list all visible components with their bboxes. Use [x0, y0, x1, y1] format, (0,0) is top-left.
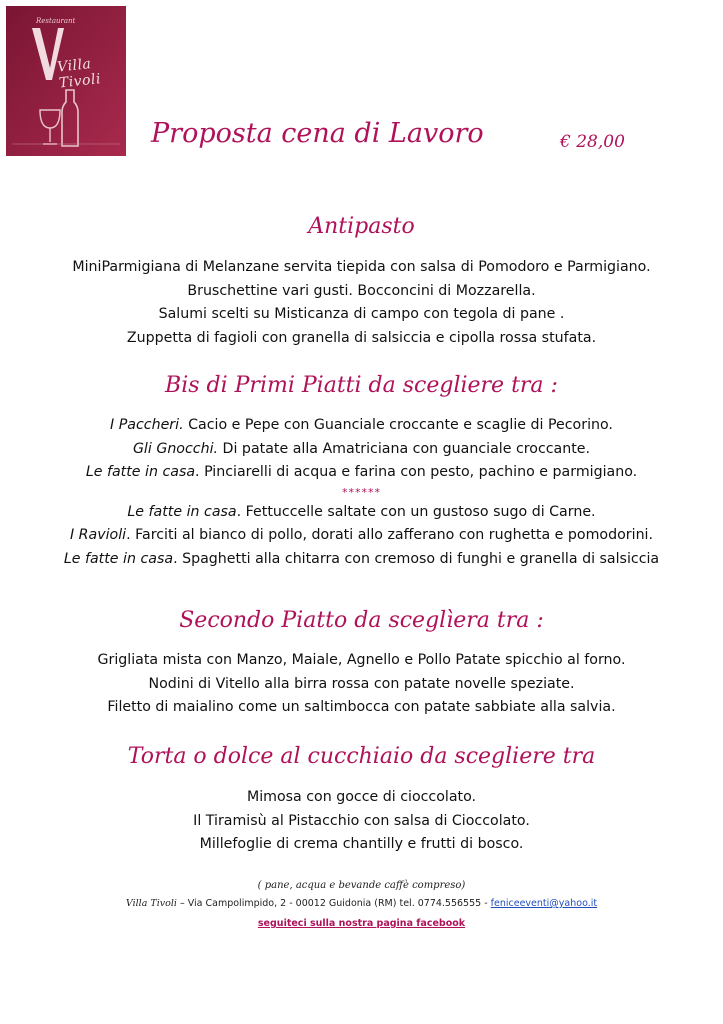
facebook-link[interactable]: seguiteci sulla nostra pagina facebook: [257, 918, 466, 929]
primi-heading: Bis di Primi Piatti da scegliere tra :: [165, 373, 558, 398]
email-link[interactable]: feniceeventi@yahoo.it: [490, 898, 598, 909]
footer-address: [0, 898, 723, 909]
antipasto-heading: Antipasto: [308, 214, 415, 239]
primi-item: [0, 438, 723, 462]
primi-separator: ******: [342, 485, 381, 499]
primi-item-name: Le fatte in casa: [85, 464, 196, 480]
primi-item-name: I Paccheri.: [110, 417, 184, 433]
primi-item-desc: . Pinciarelli di acqua e farina con pesto, pachino e parmigiano.: [195, 464, 638, 480]
logo-name: Villa Tivoli: [56, 56, 102, 92]
footer-note: ( pane, acqua e bevande caffè compreso): [257, 880, 466, 891]
primi-item-name: I Ravioli: [69, 527, 127, 543]
primi-item-name: Le fatte in casa: [63, 550, 174, 567]
secondo-list: [0, 649, 723, 720]
primi-item-desc: Di patate alla Amatriciana con guanciale croccante.: [218, 440, 591, 457]
dolce-item: Mimosa con gocce di cioccolato.: [246, 789, 477, 805]
primi-item: [0, 524, 723, 548]
primi-item: [0, 414, 723, 438]
footer-venue: Villa Tivoli: [125, 898, 177, 909]
secondo-heading: Secondo Piatto da sceglìera tra :: [179, 608, 544, 633]
antipasto-item: Salumi scelti su Misticanza di campo con tegola di pane .: [158, 306, 565, 322]
primi-item-name: Gli Gnocchi.: [132, 440, 219, 457]
secondo-item: Filetto di maialino come un saltimbocca con patate sabbiate alla salvia.: [107, 699, 616, 715]
primi-item: [0, 501, 723, 525]
primi-item: [0, 548, 723, 572]
primi-item-desc: . Spaghetti alla chitarra con cremoso di funghi e granella di salsiccia: [173, 550, 660, 567]
primi-list: [0, 414, 723, 571]
dolce-list: [0, 786, 723, 857]
secondo-item: Grigliata mista con Manzo, Maiale, Agnello e Pollo Patate spicchio al forno.: [97, 652, 626, 668]
primi-item-desc: . Fettuccelle saltate con un gustoso sugo di Carne.: [236, 503, 596, 520]
dolce-heading: Torta o dolce al cucchiaio da scegliere tra: [127, 744, 596, 769]
primi-item: [0, 461, 723, 485]
dolce-item: Millefoglie di crema chantilly e frutti di bosco.: [199, 836, 524, 852]
antipasto-item: Zuppetta di fagioli con granella di salsiccia e cipolla rossa stufata.: [126, 329, 597, 346]
footer-address-text: – Via Campolimpido, 2 - 00012 Guidonia (RM) tel. 0774.556555 -: [176, 898, 491, 909]
logo-small-text: Restaurant: [36, 17, 76, 25]
antipasto-list: [0, 256, 723, 350]
menu-title: Proposta cena di Lavoro: [151, 118, 484, 149]
antipasto-item: MiniParmigiana di Melanzane servita tiepida con salsa di Pomodoro e Parmigiano.: [72, 259, 651, 275]
menu-price: € 28,00: [560, 132, 625, 152]
primi-item-desc: Cacio e Pepe con Guanciale croccante e scaglie di Pecorino.: [183, 417, 613, 433]
secondo-item: Nodini di Vitello alla birra rossa con patate novelle speziate.: [148, 675, 575, 692]
primi-item-name: Le fatte in casa: [127, 503, 237, 520]
primi-item-desc: . Farciti al bianco di pollo, dorati allo zafferano con rughetta e pomodorini.: [126, 527, 654, 543]
restaurant-logo: [6, 6, 126, 156]
antipasto-item: Bruschettine vari gusti. Bocconcini di Mozzarella.: [187, 282, 536, 299]
dolce-item: Il Tiramisù al Pistacchio con salsa di Cioccolato.: [193, 812, 530, 829]
